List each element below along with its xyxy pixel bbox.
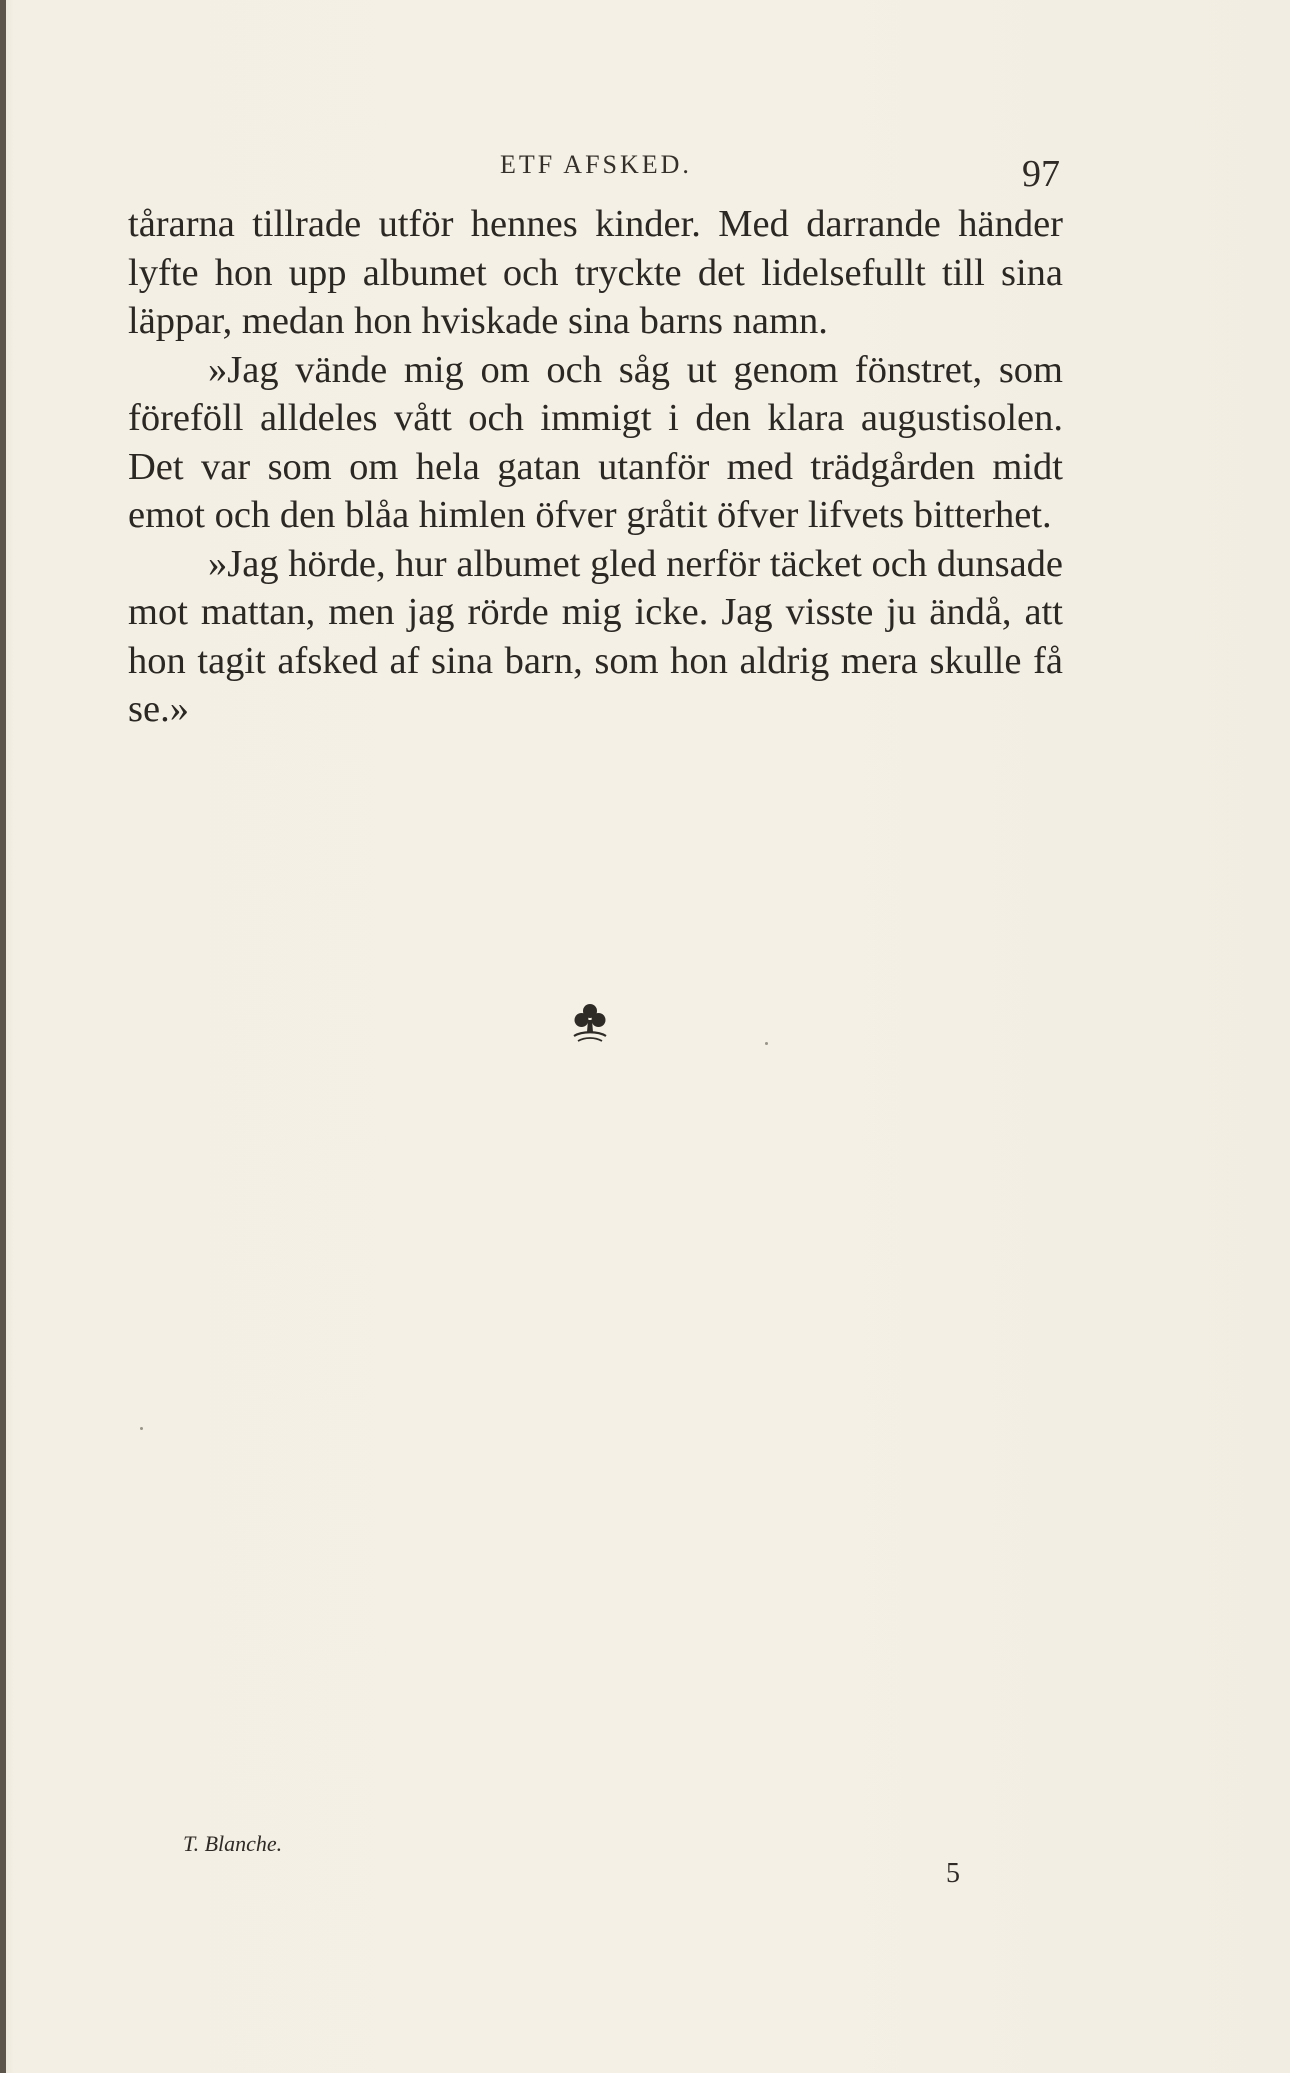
club-ornament-icon xyxy=(570,1000,610,1046)
paragraph-1: tårarna tillrade utför hennes kinder. Med darrande händer lyfte hon upp albumet och tryckte det lidelsefullt till sina läppar, medan hon hviskade sina barns namn. xyxy=(128,203,1063,342)
running-head: ETF AFSKED. xyxy=(500,150,692,179)
author-signature: T. Blanche. xyxy=(183,1831,283,1856)
paragraph-3: »Jag hörde, hur albumet gled nerför täcket och dunsade mot mattan, men jag rörde mig icke. Jag visste ju ändå, att hon tagit afsked af sina barn, som hon aldrig mera skulle få se.» xyxy=(128,542,1063,730)
page-number: 97 xyxy=(1022,153,1060,195)
body-text xyxy=(128,200,1063,734)
paragraph-2: »Jag vände mig om och såg ut genom fönstret, som föreföll alldeles vått och immigt i den klara augustisolen. Det var som om hela gatan utanför med trädgården midt emot och den blåa himlen öfver gråtit öfver lifvets bitterhet. xyxy=(128,348,1063,536)
paper-speck xyxy=(765,1042,768,1045)
signature-mark: 5 xyxy=(946,1858,960,1889)
book-spine-edge xyxy=(0,0,6,2073)
paper-speck xyxy=(140,1427,143,1430)
